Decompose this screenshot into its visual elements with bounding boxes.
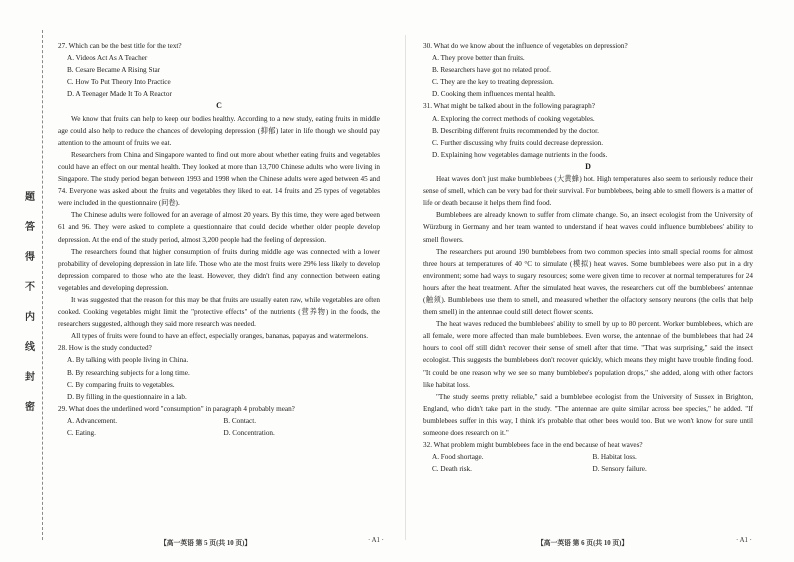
paragraph: The Chinese adults were followed for an average of almost 20 years. By this time, they were aged between 61 and 96. They were asked to complete a questionnaire that could decide whether older people develop depression. At the end of the study period, almost 3,200 people had the feeling of depression. — [58, 211, 380, 244]
paragraph: The heat waves reduced the bumblebees' ability to smell by up to 80 percent. Worker bumblebees, which are all female, were more affected than male bumblebees. Even worse, the antennae of the bumblebees that had 24 hours to cool off still didn't recover their sense of smell after that time. "That was surprising," said the insect ecologist. This suggests the bumblebees don't recover quickly, which means they might have trouble finding food. "It could be one reason why we see so many bumblebee's population drops," she added, along with other factors like habitat loss. — [423, 320, 753, 389]
option: B. Contact. — [223, 416, 257, 425]
question-28 — [58, 342, 380, 402]
question-29 — [58, 403, 380, 439]
option: D. Concentration. — [223, 429, 275, 437]
option: D. Cooking them influences mental health. — [432, 90, 556, 99]
margin-char: 得 — [25, 252, 35, 263]
option: C. How To Put Theory Into Practice — [67, 78, 171, 87]
option: B. Habitat loss. — [592, 453, 637, 462]
paragraph: The researchers found that higher consumption of fruits during middle age was connected with a lower probability of developing depression in late life. Those who ate the most fruits were 29% less likely to develop depression compared to those who ate the least. However, they didn't find any connection between eating vegetables and developing depression. — [58, 247, 380, 292]
margin-char: 答 — [25, 222, 35, 233]
question-text: 29. What does the underlined word "consumption" in paragraph 4 probably mean? — [58, 404, 295, 413]
page-footer-right: 【高一英语 第 6 页(共 10 页)】 — [537, 540, 629, 547]
option: A. Exploring the correct methods of cooking vegetables. — [432, 114, 595, 123]
column-divider — [405, 35, 406, 540]
option: A. Food shortage. — [432, 453, 484, 462]
margin-char: 不 — [25, 282, 35, 293]
margin-char: 内 — [25, 312, 35, 323]
option: D. By filling in the questionnaire in a lab. — [67, 392, 187, 401]
question-text: 32. What problem might bumblebees face in the end because of heat waves? — [423, 441, 643, 450]
option: B. Describing different fruits recommended by the doctor. — [432, 126, 599, 135]
margin-char: 封 — [25, 372, 35, 383]
paragraph: Bumblebees are already known to suffer from climate change. So, an insect ecologist from the University of Würzburg in Germany and her team wanted to understand if heat waves could influence bumblebees' ability to smell flowers. — [423, 211, 753, 244]
margin-char: 密 — [25, 402, 35, 413]
question-30 — [423, 40, 753, 100]
passage-c — [58, 113, 380, 343]
option: B. Researchers have got no related proof. — [432, 66, 551, 75]
paragraph: The researchers put around 190 bumblebees from two common species into small special rooms for almost three hours at temperatures of 40 °C to simulate (模拟) heat waves. Some bumblebees were also put in a dry environment; some had ways to sugary resources; some were given time to recover at normal temperatures for 24 hours after the heat treatment. After the simulated heat waves, the researchers cut off the bumblebees' antennae (触须). Bumblebees use them to smell, and measured whether the olfactory sensory neurons (the cells that help them smell) in the antennae could still detect flower scents. — [423, 247, 753, 317]
question-text: 31. What might be talked about in the following paragraph? — [423, 102, 595, 111]
option: C. They are the key to treating depression. — [432, 78, 554, 87]
binding-margin — [0, 0, 46, 562]
section-title: D — [585, 161, 591, 171]
page-mark-right: · A1 · — [736, 537, 752, 544]
margin-char: 题 — [25, 192, 35, 203]
paragraph: We know that fruits can help to keep our bodies healthy. According to a new study, eating fruits in middle age could also help to reduce the chances of developing depression (抑郁) later in life though we should pay attention to the amount of fruits we eat. — [58, 114, 380, 147]
question-27 — [58, 40, 380, 100]
left-column — [58, 40, 380, 439]
paragraph: Heat waves don't just make bumblebees (大黄蜂) hot. High temperatures also seem to seriously reduce their sense of smell, which can be very bad for their survival. For bumblebees, being able to smell flowers is a matter of life or death because it helps them find food. — [423, 175, 753, 208]
page-mark-left: · A1 · — [368, 537, 384, 544]
option: A. Advancement. — [67, 416, 118, 425]
option: D. Sensory failure. — [592, 465, 647, 474]
option: C. Eating. — [67, 429, 96, 437]
option: B. Cesare Became A Rising Star — [67, 66, 161, 75]
option: B. By researching subjects for a long time. — [67, 368, 190, 377]
margin-char: 线 — [25, 342, 35, 353]
paragraph: "The study seems pretty reliable," said a bumblebee ecologist from the University of Sussex in Brighton, England, who didn't take part in the study. "The antennae are quite similar across bee species," he added. "If bumblebees suffer in this way, I think it's probable that other bees would too. But we won't know for sure until someone does research on it." — [423, 392, 753, 437]
paragraph: All types of fruits were found to have an effect, especially oranges, bananas, papayas and watermelons. — [71, 332, 369, 341]
question-text: 27. Which can be the best title for the text? — [58, 42, 182, 50]
option: A. By talking with people living in China. — [67, 356, 189, 365]
option: D. A Teenager Made It To A Reactor — [67, 90, 172, 99]
option: C. Further discussing why fruits could decrease depression. — [432, 138, 604, 147]
option: A. Videos Act As A Teacher — [67, 54, 148, 63]
question-32 — [423, 439, 753, 475]
option: C. By comparing fruits to vegetables. — [67, 380, 175, 389]
question-text: 30. What do we know about the influence of vegetables on depression? — [423, 42, 628, 50]
page-footer-left: 【高一英语 第 5 页(共 10 页)】 — [160, 540, 252, 547]
option: A. They prove better than fruits. — [432, 54, 525, 63]
option: C. Death risk. — [432, 465, 472, 474]
question-text: 28. How is the study conducted? — [58, 344, 152, 353]
paragraph: Researchers from China and Singapore wanted to find out more about whether eating fruits and vegetables could have an effect on our mental health. They looked at more than 13,700 Chinese adults who were living in Singapore. The study period began between 1993 and 1998 when the Chinese adults were aged between 45 and 74. Everyone was asked about the fruits and vegetables they liked to eat. 14 fruits and 25 types of vegetables were included in the questionnaire (问卷). — [58, 150, 380, 208]
right-column — [423, 40, 753, 475]
option-grid — [67, 415, 380, 439]
passage-d — [423, 173, 753, 439]
option: D. Explaining how vegetables damage nutrients in the foods. — [432, 150, 608, 159]
option-grid — [432, 451, 753, 475]
paragraph: It was suggested that the reason for this may be that fruits are usually eaten raw, while vegetables are often cooked. Cooking vegetables might limit the "protective effects" of the nutrients (营养物) in the foods, the researchers suggested, although they said more research was needed. — [58, 295, 380, 329]
section-title: C — [216, 101, 222, 111]
question-31 — [423, 100, 753, 160]
binding-line — [42, 30, 43, 540]
